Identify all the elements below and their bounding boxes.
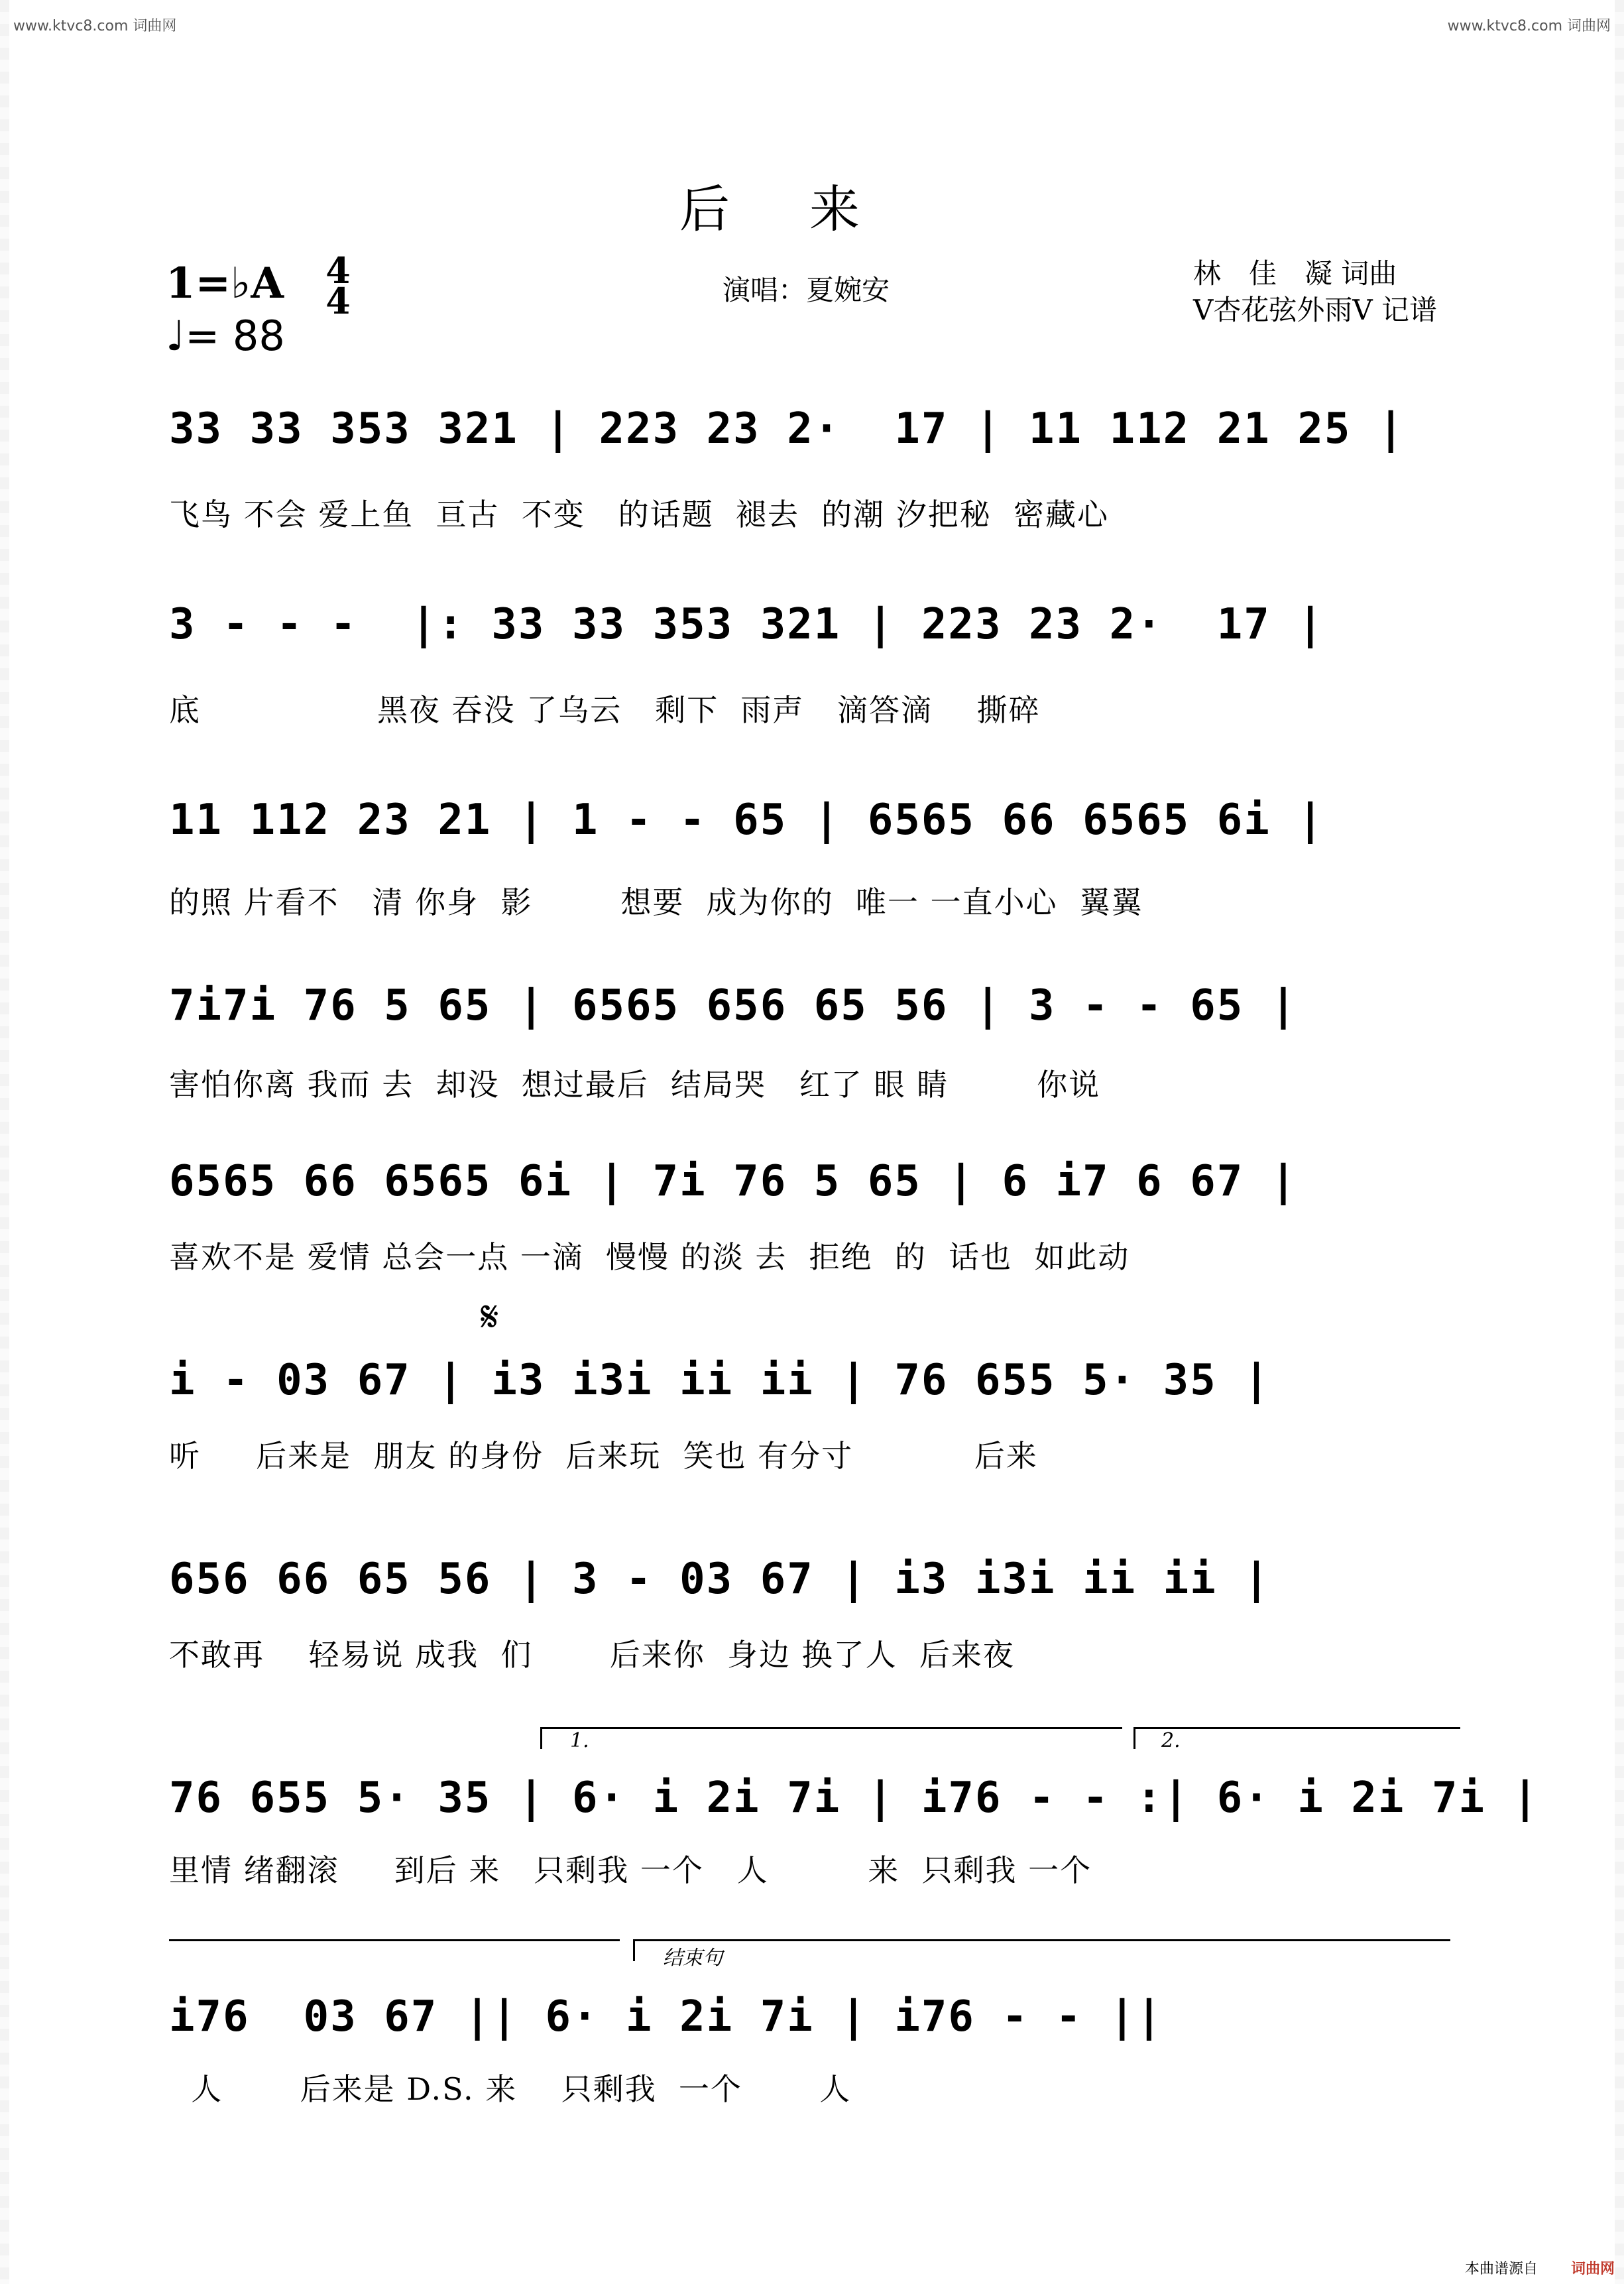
site-header-right: www.ktvc8.com 词曲网 [1447,18,1611,34]
volta-label-1: 1. [570,1729,589,1752]
composer-credit: 林 佳 凝 词曲 [1193,257,1397,290]
volta-bracket-2 [1133,1727,1460,1749]
transcriber-credit: V杏花弦外雨V 记谱 [1193,294,1438,326]
notes-line-9: i76 03 67 || 6· i 2i 7i | i76 - - || [169,1992,1163,2041]
lyrics-line-4: 害怕你离 我而 去 却没 想过最后 结局哭 红了 眼 睛 你说 [169,1067,1101,1103]
volta-label-2: 2. [1161,1729,1181,1752]
volta-continuation-line [169,1939,620,1941]
time-signature [323,249,353,322]
notes-line-2: 3 - - - |: 33 33 353 321 | 223 23 2· 17 | [169,600,1324,649]
lyrics-line-2: 底 黑夜 吞没 了乌云 剩下 雨声 滴答滴 撕碎 [169,692,1041,728]
notes-line-1: 33 33 353 321 | 223 23 2· 17 | 11 112 21 25 | [169,404,1405,453]
lyrics-line-5: 喜欢不是 爱情 总会一点 一滴 慢慢 的淡 去 拒绝 的 话也 如此动 [169,1239,1130,1275]
notes-line-5: 6565 66 6565 6i | 7i 76 5 65 | 6 i7 6 67 | [169,1157,1298,1206]
time-signature-top: 4 [325,249,351,292]
lyrics-line-8: 里情 绪翻滚 到后 来 只剩我 一个 人 来 只剩我 一个 [169,1852,1092,1888]
notes-line-3: 11 112 23 21 | 1 - - 65 | 6565 66 6565 6i | [169,796,1324,845]
ending-label: 结束句 [663,1947,723,1970]
singer-credit: 演唱：夏婉安 [723,274,890,306]
tempo-marking: ♩= 88 [166,312,285,360]
volta-bracket-1 [540,1727,1122,1749]
lyrics-line-7: 不敢再 轻易说 成我 们 后来你 身边 换了人 后来夜 [169,1637,1015,1673]
key-signature: 1=♭A [166,259,284,308]
lyrics-line-9: 人 后来是 D.S. 来 只剩我 一个 人 [169,2071,852,2107]
ending-bracket [633,1939,1450,1961]
lyrics-line-6: 听 后来是 朋友 的身份 后来玩 笑也 有分寸 后来 [169,1438,1038,1474]
lyrics-line-3: 的照 片看不 清 你身 影 想要 成为你的 唯一 一直小心 翼翼 [169,884,1143,920]
left-edge-strip [0,0,9,2284]
footer-site-logo: 词曲网 [1571,2261,1615,2277]
time-signature-bottom: 4 [325,280,351,322]
notes-line-7: 656 66 65 56 | 3 - 03 67 | i3 i3i ii ii | [169,1555,1271,1604]
song-title: 后来 [679,180,939,239]
segno-sign: 𝄋 [481,1293,499,1342]
footer-source-text: 本曲谱源自 [1465,2261,1538,2277]
notes-line-4: 7i7i 76 5 65 | 6565 656 65 56 | 3 - - 65 | [169,981,1298,1030]
notes-line-8: 76 655 5· 35 | 6· i 2i 7i | i76 - - :| 6· i 2i 7i | [169,1773,1540,1823]
right-edge-strip [1615,0,1624,2284]
lyrics-line-1: 飞鸟 不会 爱上鱼 亘古 不变 的话题 褪去 的潮 汐把秘 密藏心 [169,497,1109,532]
notes-line-6: i - 03 67 | i3 i3i ii ii | 76 655 5· 35 | [169,1356,1271,1405]
site-header-left: www.ktvc8.com 词曲网 [13,18,177,34]
